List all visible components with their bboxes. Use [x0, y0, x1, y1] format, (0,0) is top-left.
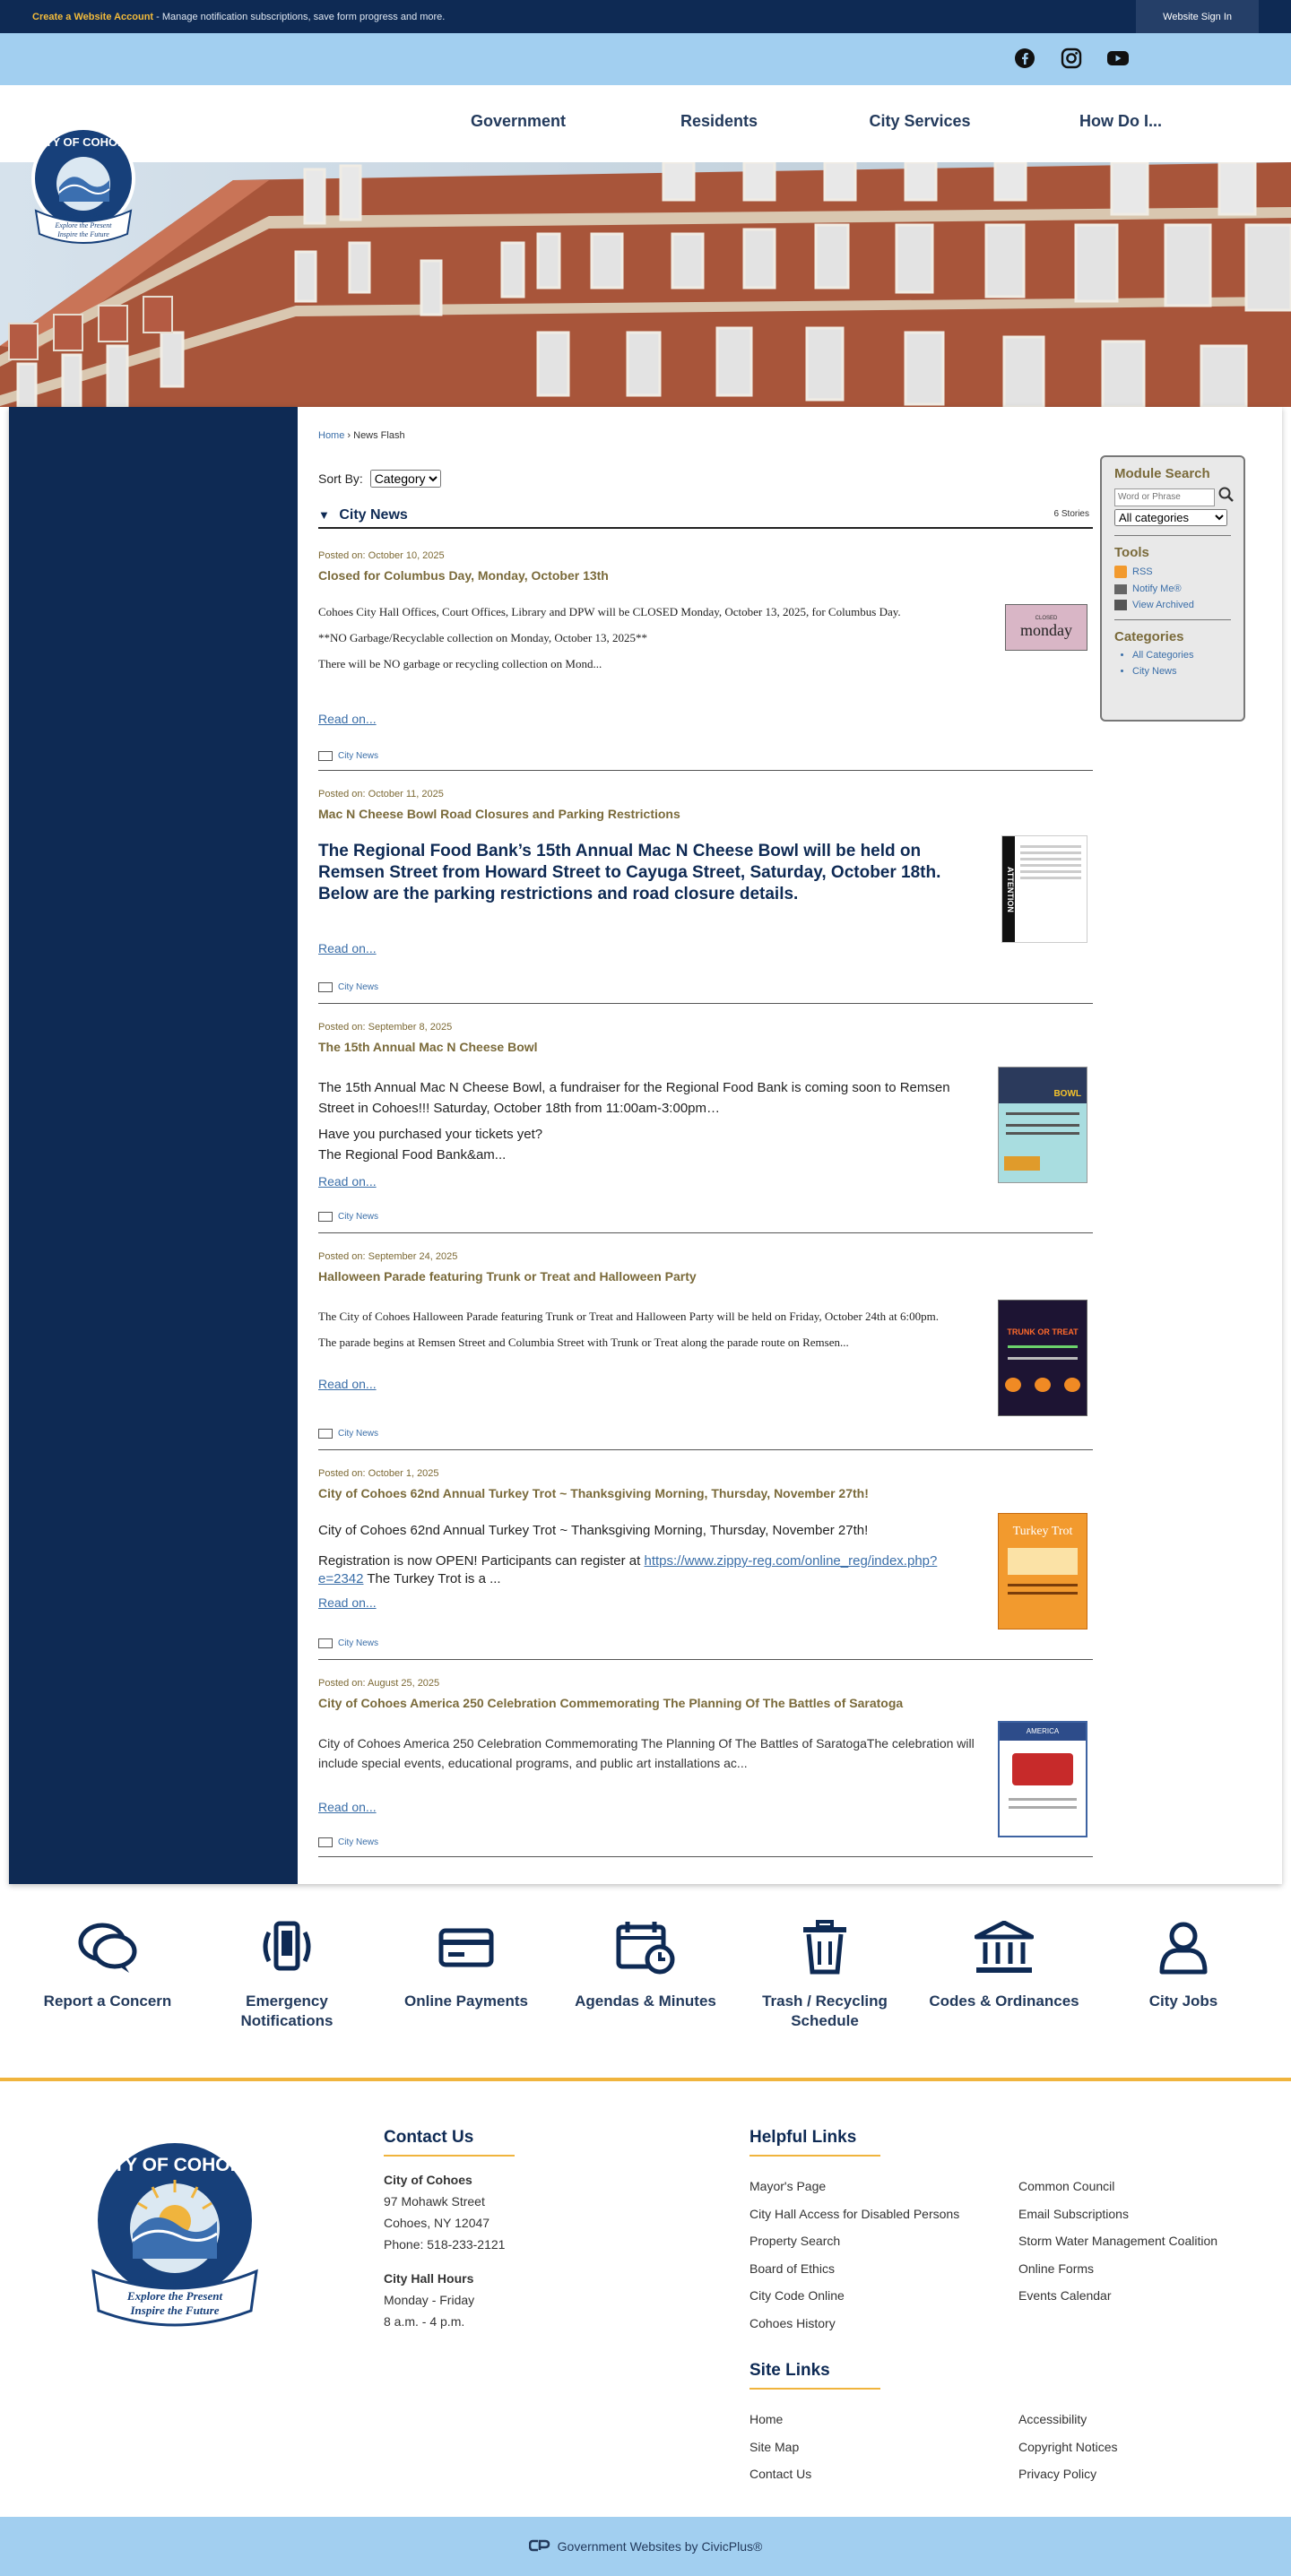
news-tag-label: City News: [338, 1638, 379, 1648]
social-band: [0, 33, 1291, 85]
folder-icon: [318, 751, 333, 761]
read-on-link[interactable]: Read on...: [318, 712, 377, 726]
quick-link-label: Trash / Recycling Schedule: [762, 1993, 888, 2029]
footer-link[interactable]: Online Forms: [1018, 2260, 1095, 2276]
quick-link-trash[interactable]: [744, 1916, 905, 2031]
news-tag[interactable]: [318, 982, 378, 992]
news-tag-label: City News: [338, 751, 379, 761]
read-on-link[interactable]: Read on...: [318, 1377, 377, 1391]
city-logo[interactable]: [25, 125, 142, 246]
news-thumbnail[interactable]: [998, 1721, 1087, 1837]
search-icon[interactable]: [1218, 487, 1235, 507]
categories-select[interactable]: [1114, 509, 1227, 526]
footer-link[interactable]: Email Subscriptions: [1018, 2206, 1129, 2221]
module-search-title: Module Search: [1114, 466, 1210, 481]
svg-text:Explore the Present: Explore the Present: [126, 2289, 223, 2303]
news-tag[interactable]: [318, 1837, 378, 1847]
folder-icon: [318, 1212, 333, 1222]
courthouse-icon: [923, 1916, 1085, 1979]
news-paragraph: Cohoes City Hall Offices, Court Offices, Library and DPW will be CLOSED Monday, October 13, 2025, for Columbus Day.: [318, 605, 901, 618]
title-underline: [749, 2155, 880, 2157]
thumb-text: ATTENTION: [1002, 836, 1015, 942]
thumb-text: TRUNK OR TREAT: [1007, 1327, 1079, 1336]
account-message-text: - Manage notification subscriptions, save form progress and more.: [153, 11, 446, 22]
rss-label: RSS: [1132, 566, 1153, 577]
quick-link-label: Codes & Ordinances: [929, 1993, 1079, 2010]
svg-text:CITY OF COHOES: CITY OF COHOES: [94, 2155, 256, 2175]
category-header: [318, 507, 1093, 529]
divider: [1114, 535, 1231, 536]
news-body: [318, 1522, 982, 1588]
read-on-link[interactable]: Read on...: [318, 941, 377, 955]
quick-link-codes[interactable]: [923, 1916, 1085, 2011]
quick-link-label: Agendas & Minutes: [575, 1993, 716, 2010]
category-title[interactable]: City News: [339, 507, 408, 523]
news-title[interactable]: City of Cohoes 62nd Annual Turkey Trot ~ Thanksgiving Morning, Thursday, November 27th!: [318, 1486, 869, 1500]
news-body: [318, 604, 973, 671]
person-icon: [1103, 1916, 1264, 1979]
footer-logo[interactable]: [81, 2135, 269, 2337]
main-content-panel: [9, 407, 1282, 1884]
module-search-panel: [1100, 455, 1245, 722]
footer-link[interactable]: Privacy Policy: [1018, 2467, 1097, 2481]
civicplus-link[interactable]: Government Websites by CivicPlus®: [557, 2539, 763, 2554]
news-title[interactable]: The 15th Annual Mac N Cheese Bowl: [318, 1040, 538, 1054]
quick-link-label: Online Payments: [404, 1993, 528, 2010]
left-sidebar: [9, 407, 298, 1884]
news-tag[interactable]: [318, 751, 378, 761]
nav-government[interactable]: Government: [470, 112, 567, 130]
credit-card-icon: [386, 1916, 547, 1979]
footer-link[interactable]: Contact Us: [749, 2467, 812, 2481]
nav-city-services[interactable]: City Services: [869, 112, 971, 130]
nav-residents[interactable]: Residents: [680, 112, 758, 130]
news-title[interactable]: Closed for Columbus Day, Monday, October 13th: [318, 568, 609, 583]
site-links-col1: [749, 2406, 811, 2488]
news-tag-label: City News: [338, 982, 379, 992]
thumb-text: BOWL: [999, 1068, 1087, 1103]
quick-link-jobs[interactable]: [1103, 1916, 1264, 2011]
sign-in-button[interactable]: Website Sign In: [1136, 0, 1259, 33]
phone-alert-icon: [206, 1916, 368, 1979]
main-nav: [0, 85, 1291, 238]
svg-text:Inspire the Future: Inspire the Future: [57, 230, 109, 238]
news-tag[interactable]: [318, 1212, 378, 1222]
view-archived-label: View Archived: [1132, 600, 1194, 610]
folder-icon: [318, 1837, 333, 1847]
hours-days: Monday - Friday: [384, 2293, 475, 2307]
category-link-all[interactable]: • All Categories: [1132, 650, 1231, 661]
news-paragraph: The parade begins at Remsen Street and Columbia Street with Trunk or Treat along the parade route on Remsen...: [318, 1336, 849, 1349]
trash-can-icon: [744, 1916, 905, 1979]
registration-link[interactable]: https://www.zippy-reg.com/online_reg/index.php?e=2342: [318, 1553, 938, 1586]
category-link-city-news[interactable]: • City News: [1132, 666, 1231, 677]
news-paragraph: Registration is now OPEN! Participants can register at: [318, 1553, 645, 1569]
top-bar: [0, 0, 1291, 33]
civicplus-bar: [0, 2517, 1291, 2576]
news-item: [318, 1251, 1093, 1450]
news-paragraph: City of Cohoes 62nd Annual Turkey Trot ~ Thanksgiving Morning, Thursday, November 27th!: [318, 1523, 869, 1538]
news-body: [318, 1309, 973, 1350]
search-input[interactable]: [1114, 488, 1215, 506]
news-body: [318, 1077, 982, 1165]
contact-title: Contact Us: [384, 2128, 474, 2147]
news-body: The Regional Food Bank’s 15th Annual Mac N Cheese Bowl will be held on Remsen Street from Howard Street to Cayuga Street, Saturday, October 18th. Below are the parking restrictions and road closure details.: [318, 842, 941, 903]
story-count: 6 Stories: [1053, 509, 1089, 519]
thumb-text: CLOSED: [1035, 615, 1058, 621]
svg-text:CITY OF COHOES: CITY OF COHOES: [33, 135, 134, 149]
account-message: [32, 12, 445, 22]
news-item: [318, 1678, 1093, 1857]
create-account-link[interactable]: Create a Website Account: [32, 11, 154, 22]
breadcrumb: [318, 430, 405, 441]
categories-list: [1114, 650, 1231, 677]
site-links-heading: [749, 2361, 880, 2390]
read-on-link[interactable]: Read on...: [318, 1174, 377, 1189]
rss-link[interactable]: [1114, 566, 1231, 578]
news-tag-label: City News: [338, 1429, 379, 1439]
svg-text:Explore the Present: Explore the Present: [55, 221, 112, 229]
archive-icon: [1114, 600, 1127, 610]
sort-by: [318, 470, 441, 488]
news-paragraph: The 15th Annual Mac N Cheese Bowl, a fundraiser for the Regional Food Bank is coming soon to Remsen Street in Cohoes!!! Saturday, October 18th from 11:00am-3:00pm…: [318, 1080, 950, 1116]
folder-icon: [318, 1638, 333, 1648]
news-tag[interactable]: [318, 1429, 378, 1439]
quick-link-payments[interactable]: [386, 1916, 547, 2011]
folder-icon: [318, 1429, 333, 1439]
footer-link[interactable]: City Code Online: [749, 2288, 845, 2303]
news-thumbnail[interactable]: [998, 1513, 1087, 1629]
news-tag[interactable]: [318, 1638, 378, 1648]
social-icons: [1013, 47, 1130, 70]
posted-date: Posted on: October 11, 2025: [318, 789, 444, 800]
contact-phone: Phone: 518-233-2121: [384, 2237, 506, 2252]
news-paragraph: Have you purchased your tickets yet?: [318, 1127, 543, 1142]
posted-date: Posted on: October 10, 2025: [318, 550, 445, 561]
hours-time: 8 a.m. - 4 p.m.: [384, 2314, 465, 2329]
news-tag-label: City News: [338, 1212, 379, 1222]
news-tag-label: City News: [338, 1837, 379, 1847]
footer-link[interactable]: Accessibility: [1018, 2412, 1087, 2426]
youtube-icon[interactable]: [1106, 47, 1130, 70]
notify-me-label: Notify Me®: [1132, 583, 1182, 594]
footer-link[interactable]: Site Map: [749, 2439, 800, 2454]
svg-text:Honor the Past: Honor the Past: [138, 2275, 212, 2288]
thumb-lines: [1015, 836, 1087, 942]
instagram-icon[interactable]: [1060, 47, 1083, 70]
news-paragraph: The Regional Food Bank&am...: [318, 1147, 507, 1163]
quick-link-report-concern[interactable]: [27, 1916, 188, 2011]
quick-link-emergency[interactable]: [206, 1916, 368, 2031]
news-paragraph: There will be NO garbage or recycling collection on Mond...: [318, 657, 602, 670]
footer-link[interactable]: Board of Ethics: [749, 2260, 835, 2276]
posted-date: Posted on: September 8, 2025: [318, 1022, 453, 1033]
hours-title: City Hall Hours: [384, 2271, 474, 2286]
news-paragraph: **NO Garbage/Recyclable collection on Monday, October 13, 2025**: [318, 631, 648, 644]
calendar-clock-icon: [565, 1916, 726, 1979]
footer-link[interactable]: Mayor's Page: [749, 2179, 827, 2193]
notify-me-link[interactable]: [1114, 583, 1231, 594]
news-paragraph: The City of Cohoes Halloween Parade featuring Trunk or Treat and Halloween Party will be held on Friday, October 24th at 6:00pm.: [318, 1310, 940, 1323]
footer-link[interactable]: Property Search: [749, 2234, 841, 2248]
footer-link[interactable]: Home: [749, 2412, 784, 2426]
news-item: [318, 550, 1093, 771]
footer-link[interactable]: City Hall Access for Disabled Persons: [749, 2206, 960, 2221]
view-archived-link[interactable]: [1114, 600, 1231, 610]
footer-link[interactable]: Cohoes History: [749, 2315, 836, 2330]
news-item: [318, 1468, 1093, 1660]
civicplus-logo-icon: [529, 2539, 550, 2554]
breadcrumb-home[interactable]: Home: [318, 430, 345, 441]
thumb-text: monday: [1020, 620, 1072, 639]
news-thumbnail[interactable]: [998, 1067, 1087, 1183]
rss-icon: [1114, 566, 1127, 578]
svg-text:Honor the Past: Honor the Past: [61, 212, 106, 220]
news-paragraph: The Turkey Trot is a ...: [363, 1571, 501, 1586]
helpful-links-col2: [1018, 2173, 1217, 2310]
footer-link[interactable]: Copyright Notices: [1018, 2439, 1118, 2454]
footer-contact: [384, 2128, 515, 2332]
categories-title: Categories: [1114, 629, 1184, 644]
envelope-icon: [1114, 584, 1127, 594]
quick-link-label: Report a Concern: [43, 1993, 172, 2010]
chat-bubbles-icon: [27, 1916, 188, 1979]
footer-link[interactable]: Storm Water Management Coalition: [1018, 2234, 1218, 2248]
posted-date: Posted on: October 1, 2025: [318, 1468, 439, 1479]
news-title[interactable]: Mac N Cheese Bowl Road Closures and Parking Restrictions: [318, 807, 680, 821]
collapse-triangle-icon[interactable]: ▼: [318, 508, 330, 522]
read-on-link[interactable]: Read on...: [318, 1800, 377, 1814]
thumb-text: Turkey Trot: [1012, 1525, 1073, 1538]
nav-how-do-i[interactable]: How Do I...: [1079, 112, 1162, 130]
news-thumbnail[interactable]: [998, 1300, 1087, 1416]
thumb-text: AMERICA: [1000, 1723, 1086, 1741]
news-item: [318, 1022, 1093, 1233]
hero-banner: [0, 162, 1291, 407]
posted-date: Posted on: August 25, 2025: [318, 1678, 440, 1689]
news-title[interactable]: Halloween Parade featuring Trunk or Treat and Halloween Party: [318, 1269, 697, 1284]
site-links-col2: [1018, 2406, 1118, 2488]
tools-title: Tools: [1114, 545, 1149, 560]
svg-text:Inspire the Future: Inspire the Future: [130, 2304, 220, 2317]
contact-name: City of Cohoes: [384, 2173, 472, 2187]
news-title[interactable]: City of Cohoes America 250 Celebration Commemorating The Planning Of The Battles of Saratoga: [318, 1696, 904, 1710]
divider: [1114, 619, 1231, 620]
news-thumbnail[interactable]: [1005, 604, 1087, 651]
quick-links: [0, 1884, 1291, 2078]
folder-icon: [318, 982, 333, 992]
contact-address1: 97 Mohawk Street: [384, 2194, 485, 2209]
footer-link[interactable]: Common Council: [1018, 2179, 1115, 2193]
helpful-links-heading: [749, 2128, 880, 2157]
site-links-title: Site Links: [749, 2361, 830, 2380]
nav-menu: [418, 112, 1221, 131]
contact-address2: Cohoes, NY 12047: [384, 2216, 490, 2230]
title-underline: [749, 2388, 880, 2390]
quick-link-agendas[interactable]: [565, 1916, 726, 2011]
quick-link-label: City Jobs: [1148, 1993, 1218, 2010]
news-item: [318, 789, 1093, 1004]
breadcrumb-separator: ›: [344, 430, 354, 441]
footer: [0, 2078, 1291, 2517]
news-thumbnail[interactable]: [1001, 835, 1087, 943]
posted-date: Posted on: September 24, 2025: [318, 1251, 458, 1262]
read-on-link[interactable]: Read on...: [318, 1595, 377, 1610]
breadcrumb-current: News Flash: [353, 430, 405, 441]
news-body: City of Cohoes America 250 Celebration Commemorating The Planning Of The Battles of SaratogaThe celebration will include special events, educational programs, and public art installations ac...: [318, 1736, 975, 1770]
helpful-links-title: Helpful Links: [749, 2128, 857, 2147]
title-underline: [384, 2155, 515, 2157]
sort-select[interactable]: [370, 470, 441, 488]
helpful-links-col1: [749, 2173, 959, 2337]
sort-label: Sort By:: [318, 471, 363, 486]
quick-link-label: Emergency Notifications: [240, 1993, 334, 2029]
facebook-icon[interactable]: [1013, 47, 1036, 70]
city-hall-photo: [0, 162, 1291, 407]
footer-link[interactable]: Events Calendar: [1018, 2288, 1112, 2303]
